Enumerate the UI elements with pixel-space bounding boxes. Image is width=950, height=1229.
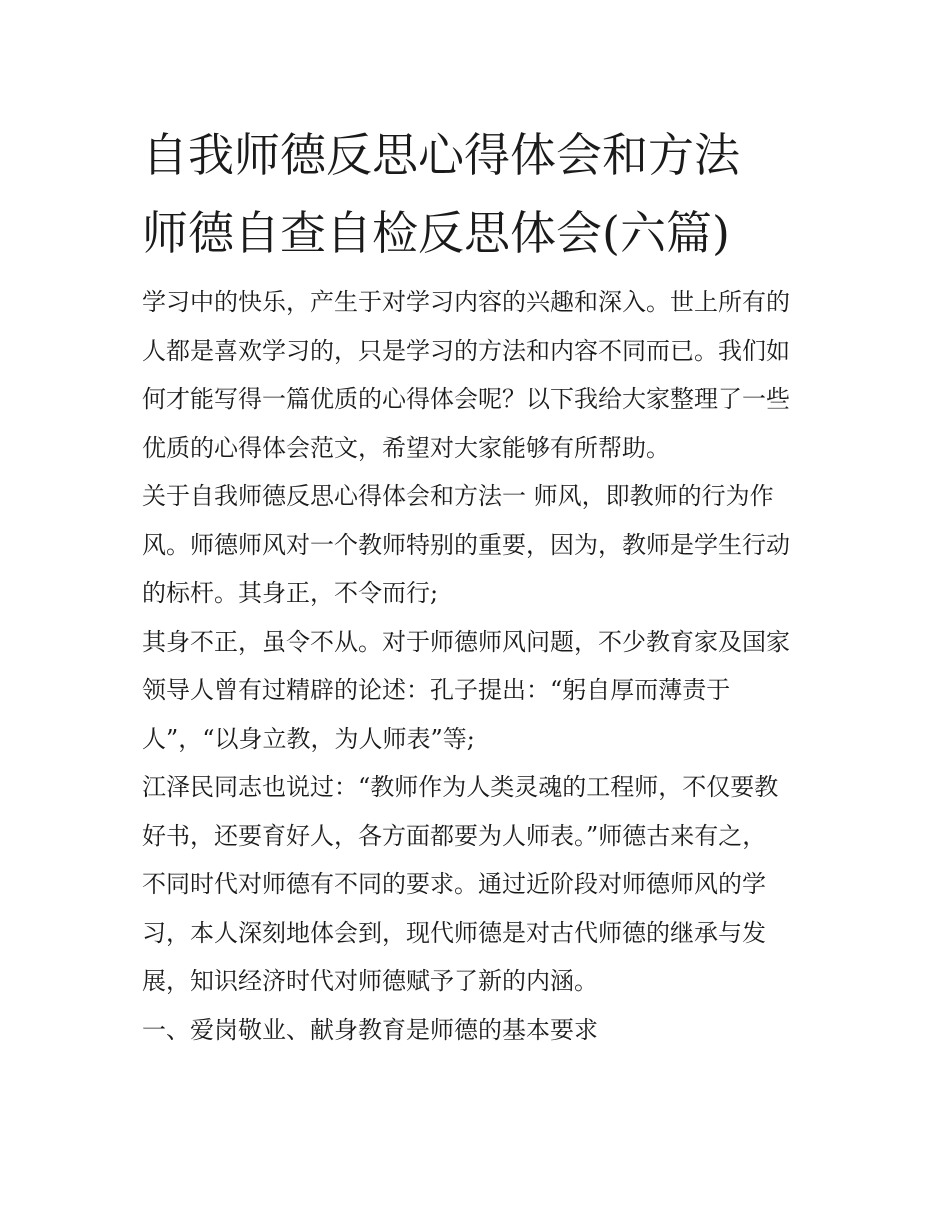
document-title bbox=[142, 116, 842, 272]
title-line-2: 师德自查自检反思体会(六篇) bbox=[142, 206, 730, 260]
body-line: 其身不正，虽令不从。对于师德师风问题，不少教育家及国家 bbox=[142, 627, 790, 656]
body-line: 领导人曾有过精辟的论述：孔子提出：“躬自厚而薄责于 bbox=[142, 676, 731, 704]
body-line: 习，本人深刻地体会到，现代师德是对古代师德的继承与发 bbox=[142, 918, 766, 947]
body-line: 不同时代对师德有不同的要求。通过近阶段对师德师风的学 bbox=[142, 870, 766, 898]
body-line: 江泽民同志也说过：“教师作为人类灵魂的工程师，不仅要教 bbox=[142, 773, 779, 801]
document-body bbox=[142, 278, 814, 1054]
body-line: 好书，还要育好人，各方面都要为人师表。”师德古来有之， bbox=[142, 821, 767, 850]
body-line: 优质的心得体会范文，希望对大家能够有所帮助。 bbox=[142, 433, 670, 462]
body-line: 人”，“以身立教，为人师表”等; bbox=[142, 724, 475, 753]
body-line: 学习中的快乐，产生于对学习内容的兴趣和深入。世上所有的 bbox=[142, 288, 790, 316]
body-line: 风。师德师风对一个教师特别的重要，因为，教师是学生行动 bbox=[142, 530, 790, 559]
body-line: 何才能写得一篇优质的心得体会呢？以下我给大家整理了一些 bbox=[142, 385, 790, 413]
body-line: 关于自我师德反思心得体会和方法一 师风，即教师的行为作 bbox=[142, 482, 774, 510]
title-line-1: 自我师德反思心得体会和方法 bbox=[142, 128, 740, 182]
section-heading: 一、爱岗敬业、献身教育是师德的基本要求 bbox=[142, 1015, 598, 1044]
body-line: 的标杆。其身正，不令而行; bbox=[142, 579, 439, 607]
body-line: 人都是喜欢学习的，只是学习的方法和内容不同而已。我们如 bbox=[142, 336, 790, 365]
body-line: 展，知识经济时代对师德赋予了新的内涵。 bbox=[142, 967, 598, 995]
